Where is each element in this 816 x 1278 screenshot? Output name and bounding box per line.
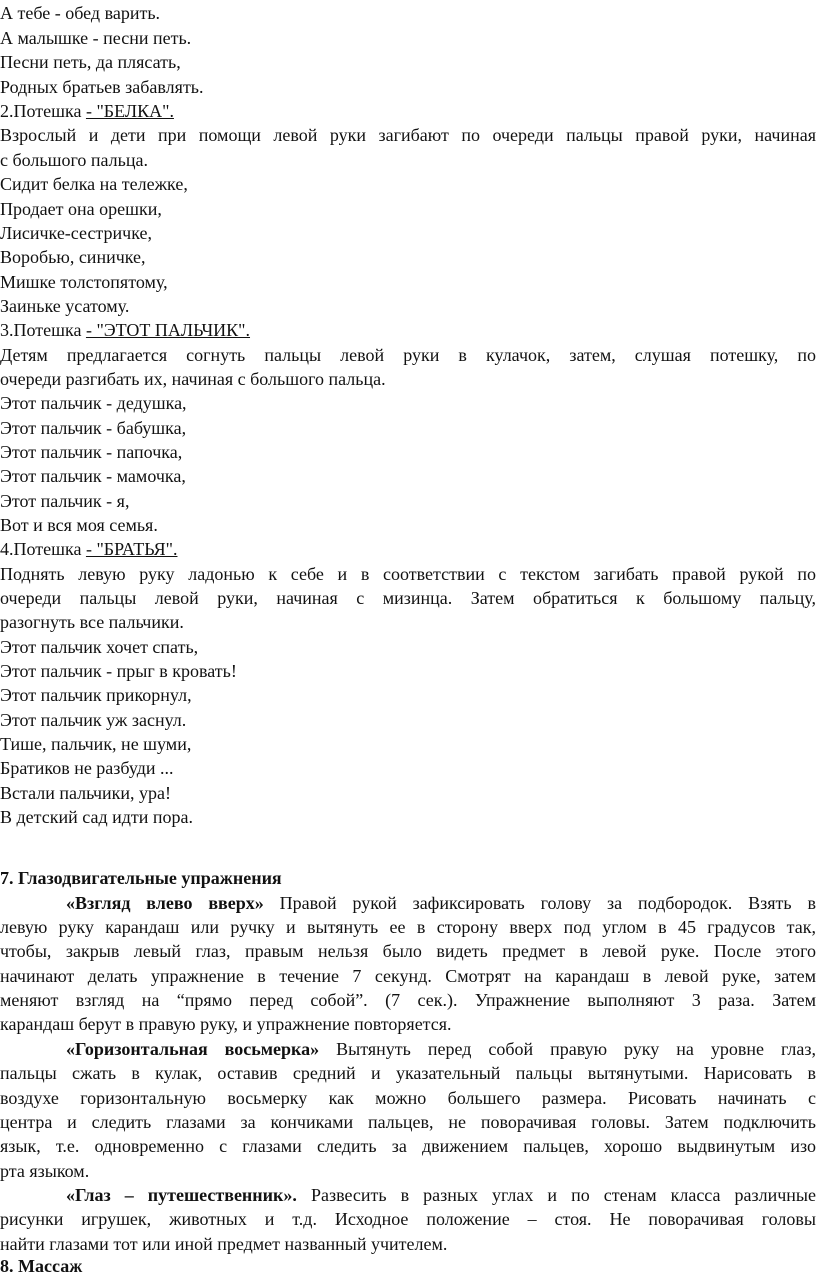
rhyme-line: В детский сад идти пора. bbox=[0, 807, 194, 827]
rhyme-line: Этот пальчик уж заснул. bbox=[0, 710, 187, 730]
rhyme-number: 2.Потешка bbox=[0, 101, 82, 121]
rhyme-instruction: Поднять левую руку ладонью к себе и в соответствии с текстом загибать правой рукой по bbox=[0, 564, 816, 584]
exercise-title: «Взгляд влево вверх» bbox=[66, 893, 264, 913]
rhyme-line: Продает она орешки, bbox=[0, 199, 162, 219]
exercise-text: чтобы, закрыв левый глаз, правым нельзя было видеть предмет в левой руке. После этого bbox=[0, 941, 816, 961]
rhyme-line: Встали пальчики, ура! bbox=[0, 783, 171, 803]
rhyme-line: Вот и вся моя семья. bbox=[0, 515, 158, 535]
exercise-text: воздухе горизонтальную восьмерку как можно большего размера. Рисовать начинать с bbox=[0, 1088, 816, 1108]
rhyme-number: 3.Потешка bbox=[0, 320, 82, 340]
poem-line: А тебе - обед варить. bbox=[0, 3, 161, 23]
exercise-text: левую руку карандаш или ручку и вытянуть ее в сторону вверх под углом в 45 градусов так, bbox=[0, 917, 816, 937]
rhyme-line: Сидит белка на тележке, bbox=[0, 174, 188, 194]
rhyme-line: Тише, пальчик, не шуми, bbox=[0, 734, 192, 754]
rhyme-line: Этот пальчик - прыг в кровать! bbox=[0, 661, 237, 681]
rhyme-instruction: очереди пальцы левой руки, начиная с мизинца. Затем обратиться к большому пальцу, bbox=[0, 588, 816, 608]
exercise-text: меняют взгляд на “прямо перед собой”. (7 сек.). Упражнение выполняют 3 раза. Затем bbox=[0, 990, 816, 1010]
exercise-paragraph-start bbox=[66, 1184, 816, 1206]
rhyme-line: Этот пальчик - дедушка, bbox=[0, 393, 187, 413]
section-title bbox=[0, 867, 816, 889]
rhyme-instruction: с большого пальца. bbox=[0, 150, 148, 170]
rhyme-heading bbox=[0, 538, 816, 560]
rhyme-line: Этот пальчик - мамочка, bbox=[0, 466, 186, 486]
rhyme-number: 4.Потешка bbox=[0, 539, 82, 559]
exercise-text: начинают делать упражнение в течение 7 секунд. Смотрят на карандаш в левой руке, затем bbox=[0, 966, 816, 986]
rhyme-instruction: Взрослый и дети при помощи левой руки загибают по очереди пальцы правой руки, начиная bbox=[0, 125, 816, 145]
exercise-text: найти глазами тот или иной предмет названный учителем. bbox=[0, 1234, 448, 1254]
exercise-text: пальцы сжать в кулак, оставив средний и указательный пальцы вытянутыми. Нарисовать в bbox=[0, 1063, 816, 1083]
exercise-text: центра и следить глазами за кончиками пальцев, не поворачивая головы. Затем подключить bbox=[0, 1112, 816, 1132]
rhyme-title: - "БЕЛКА". bbox=[85, 101, 174, 121]
section-8-title: 8. Массаж bbox=[0, 1256, 83, 1276]
exercise-text: рисунки игрушек, животных и т.д. Исходное положение – стоя. Не поворачивая головы bbox=[0, 1209, 816, 1229]
poem-line: Песни петь, да плясать, bbox=[0, 52, 181, 72]
exercise-title: «Горизонтальная восьмерка» bbox=[66, 1039, 320, 1059]
exercise-text: язык, т.е. одновременно с глазами следить за движением пальцев, хорошо выдвинутым изо bbox=[0, 1136, 816, 1156]
rhyme-line: Этот пальчик - я, bbox=[0, 491, 130, 511]
rhyme-instruction: разогнуть все пальчики. bbox=[0, 612, 184, 632]
rhyme-instruction: Детям предлагается согнуть пальцы левой руки в кулачок, затем, слушая потешку, по bbox=[0, 345, 816, 365]
rhyme-line: Этот пальчик хочет спать, bbox=[0, 637, 199, 657]
exercise-text: Вытянуть перед собой правую руку на уровне глаз, bbox=[336, 1039, 816, 1059]
poem-line: Родных братьев забавлять. bbox=[0, 77, 204, 97]
rhyme-instruction: очереди разгибать их, начиная с большого пальца. bbox=[0, 369, 386, 389]
rhyme-line: Этот пальчик прикорнул, bbox=[0, 685, 192, 705]
section-title bbox=[0, 1255, 816, 1277]
rhyme-line: Воробью, синичке, bbox=[0, 247, 146, 267]
exercise-title: «Глаз – путешественник». bbox=[66, 1185, 297, 1205]
rhyme-title: - "БРАТЬЯ". bbox=[85, 539, 178, 559]
exercise-paragraph-start bbox=[66, 1038, 816, 1060]
rhyme-heading bbox=[0, 319, 816, 341]
rhyme-line: Этот пальчик - бабушка, bbox=[0, 418, 187, 438]
exercise-text: Развесить в разных углах и по стенам класса различные bbox=[310, 1185, 816, 1205]
exercise-text: рта языком. bbox=[0, 1161, 90, 1181]
rhyme-line: Заиньке усатому. bbox=[0, 296, 130, 316]
rhyme-title: - "ЭТОТ ПАЛЬЧИК". bbox=[85, 320, 251, 340]
rhyme-line: Братиков не разбуди ... bbox=[0, 758, 174, 778]
exercise-text: Правой рукой зафиксировать голову за подбородок. Взять в bbox=[279, 893, 816, 913]
rhyme-line: Этот пальчик - папочка, bbox=[0, 442, 183, 462]
section-7-title: 7. Глазодвигательные упражнения bbox=[0, 868, 282, 888]
rhyme-line: Мишке толстопятому, bbox=[0, 272, 168, 292]
rhyme-heading bbox=[0, 100, 816, 122]
rhyme-line: Лисичке-сестричке, bbox=[0, 223, 152, 243]
exercise-paragraph-start bbox=[66, 892, 816, 914]
exercise-text: карандаш берут в правую руку, и упражнение повторяется. bbox=[0, 1014, 452, 1034]
poem-line: А малышке - песни петь. bbox=[0, 28, 192, 48]
